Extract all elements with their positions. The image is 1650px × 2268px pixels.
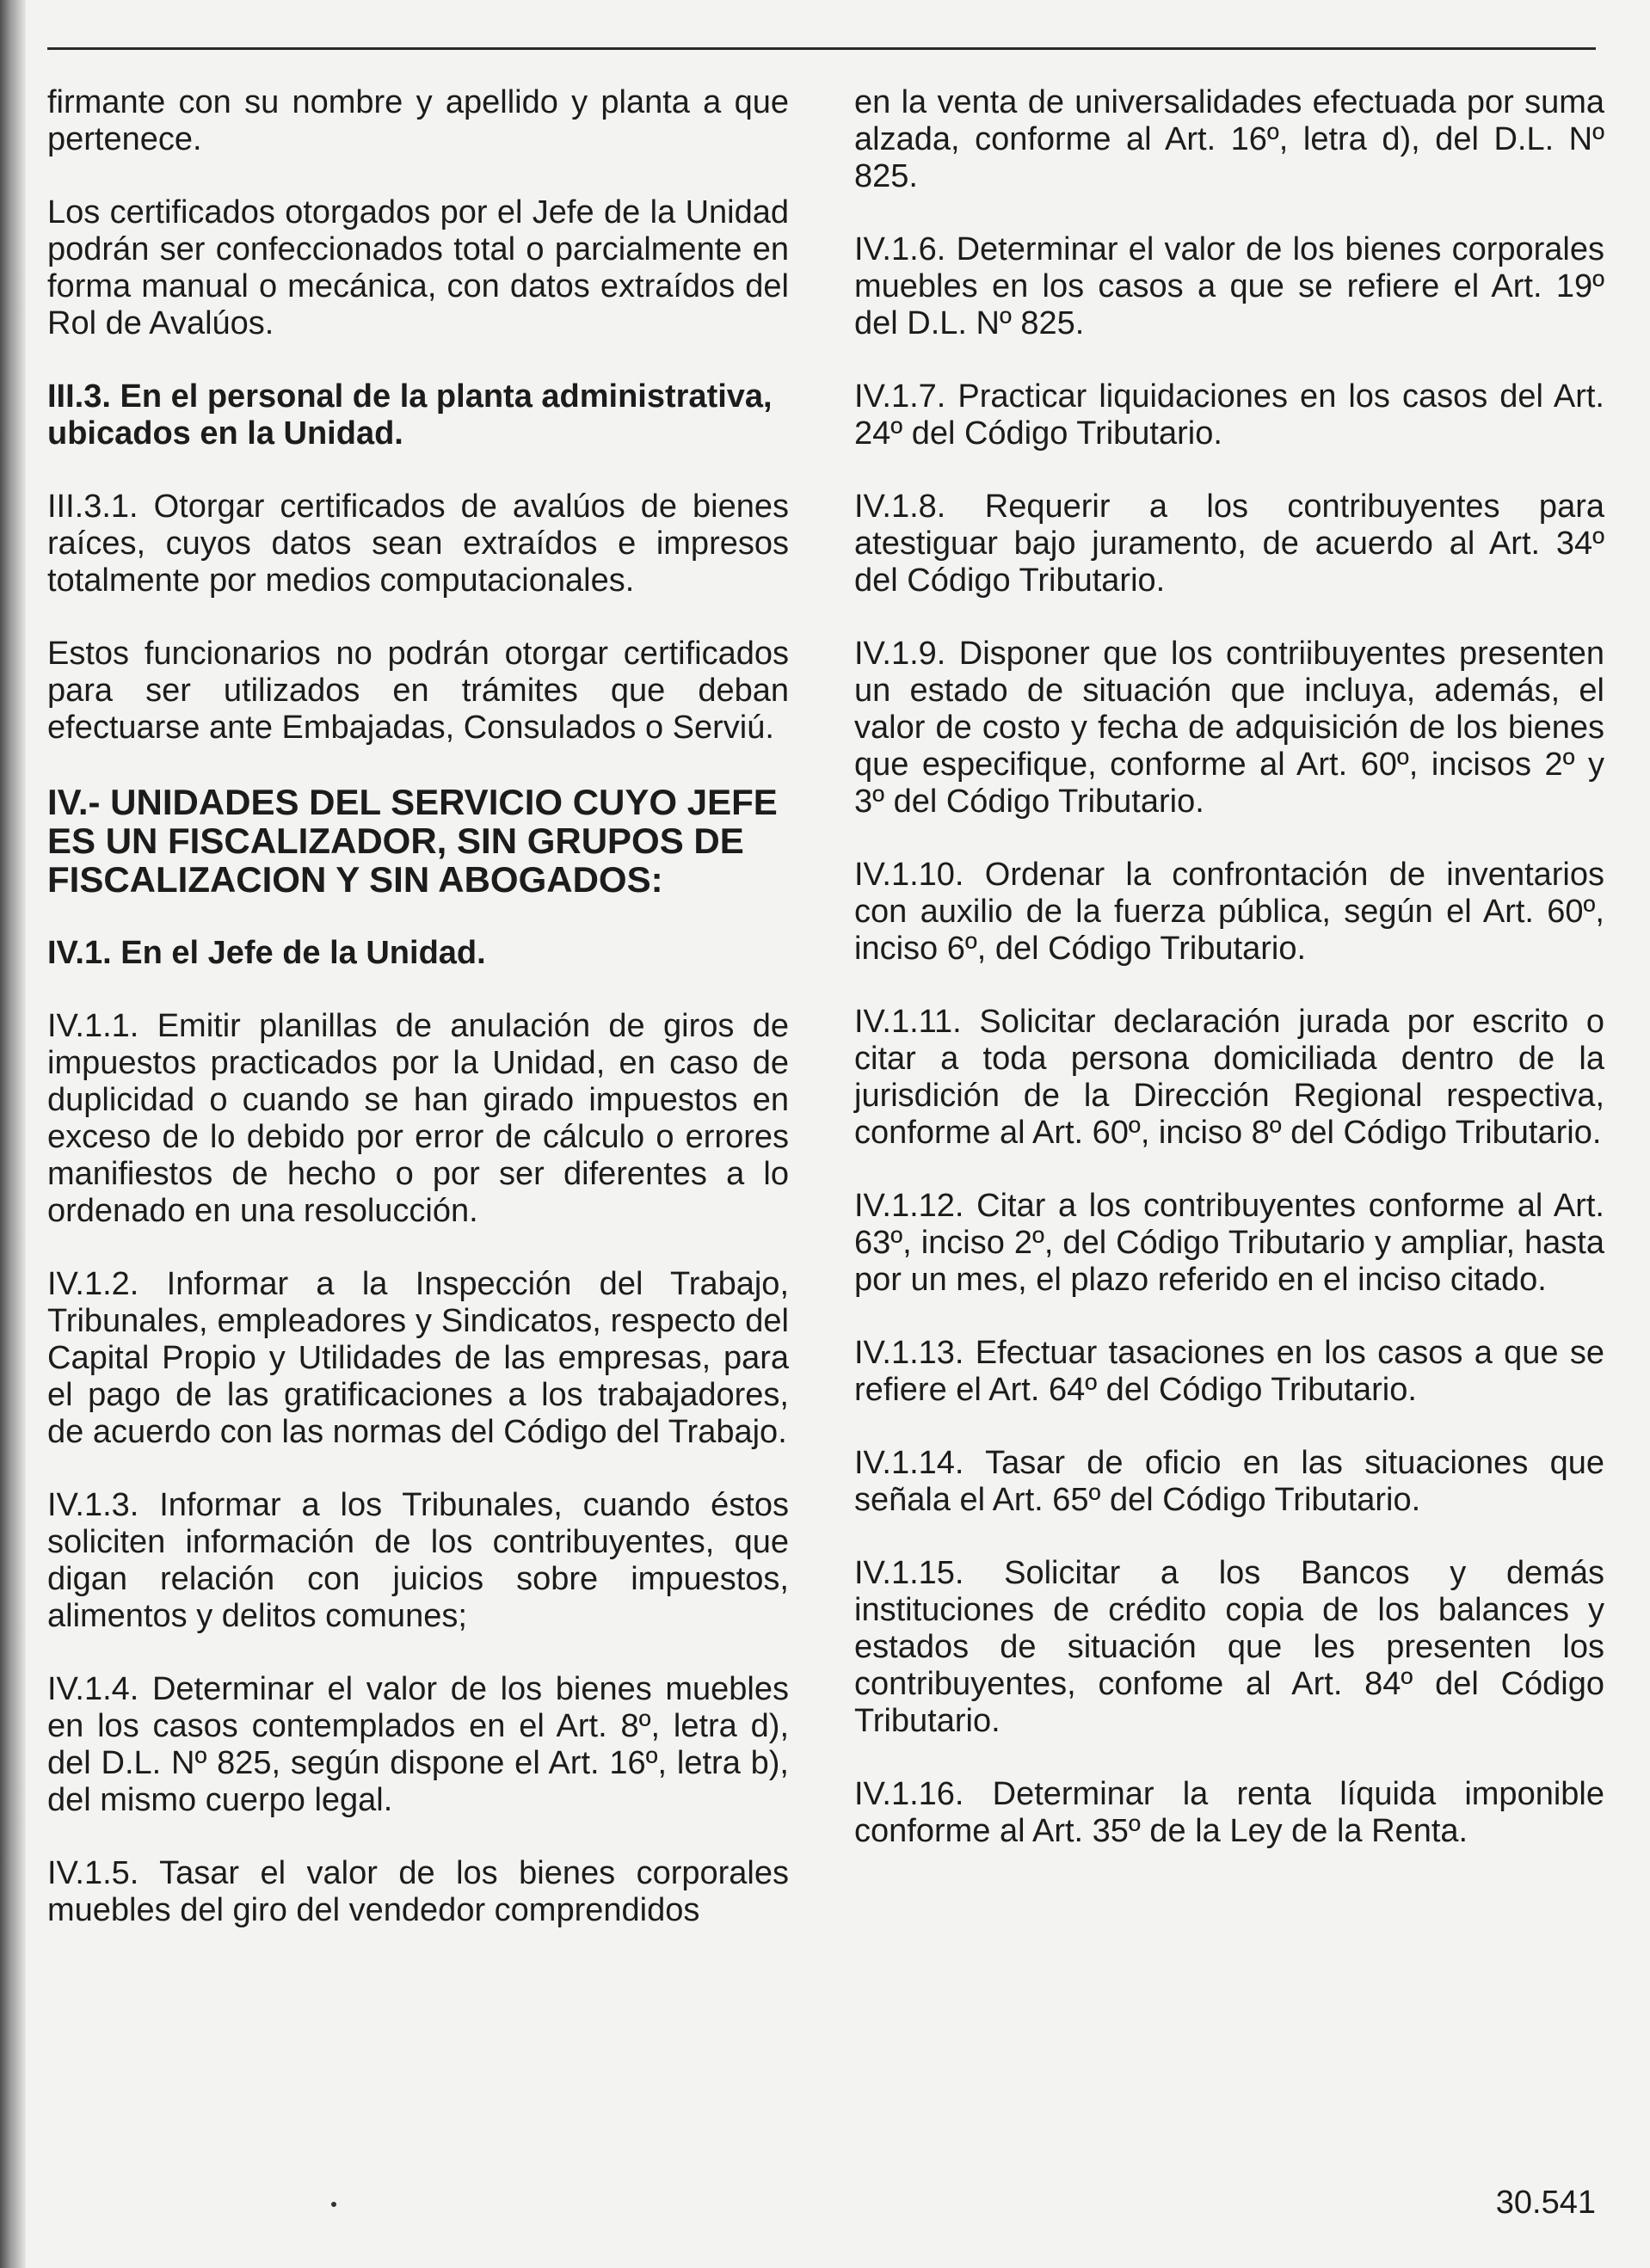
chapter-heading: IV.- UNIDADES DEL SERVICIO CUYO JEFE ES UN FISCALIZADOR, SIN GRUPOS DE FISCALIZACION Y SIN ABOGADOS: [47,782,778,900]
left-column [47,84,789,1965]
paragraph: en la venta de universalidades efectuada por suma alzada, conforme al Art. 16º, letra d), del D.L. Nº 825. [854,84,1604,194]
paragraph: IV.1.9. Disponer que los contriibuyentes presenten un estado de situación que incluya, además, el valor de costo y fecha de adquisición de los bienes que especifique, conforme al Art. 60º, incisos 2º y 3º del Código Tributario. [854,636,1604,820]
binding-shadow [0,0,26,2268]
paragraph: IV.1.14. Tasar de oficio en las situaciones que señala el Art. 65º del Código Tributario. [854,1445,1604,1518]
paragraph: IV.1.10. Ordenar la confrontación de inventarios con auxilio de la fuerza pública, según el Art. 60º, inciso 6º, del Código Tributario. [854,857,1604,967]
page-number: 30.541 [1495,2185,1596,2221]
paragraph: Estos funcionarios no podrán otorgar certificados para ser utilizados en trámites que deban efectuarse ante Embajadas, Consulados o Serviú. [47,636,789,746]
section-heading: III.3. En el personal de la planta administrativa, ubicados en la Unidad. [47,378,773,452]
paragraph: IV.1.5. Tasar el valor de los bienes corporales muebles del giro del vendedor comprendidos [47,1855,789,1928]
paragraph: IV.1.6. Determinar el valor de los bienes corporales muebles en los casos a que se refiere el Art. 19º del D.L. Nº 825. [854,231,1604,341]
print-mark [331,2202,336,2207]
top-rule [47,47,1596,50]
paragraph: III.3.1. Otorgar certificados de avalúos de bienes raíces, cuyos datos sean extraídos e impresos totalmente por medios computacionales. [47,489,789,599]
paragraph: Los certificados otorgados por el Jefe de la Unidad podrán ser confeccionados total o parcialmente en forma manual o mecánica, con datos extraídos del Rol de Avalúos. [47,194,789,341]
right-column [854,84,1604,1886]
paragraph: IV.1.1. Emitir planillas de anulación de giros de impuestos practicados por la Unidad, en caso de duplicidad o cuando se han girado impuestos en exceso de lo debido por error de cálculo o errores manifiestos de hecho o por ser diferentes a lo ordenado en una resolucción. [47,1008,789,1229]
paragraph: IV.1.12. Citar a los contribuyentes conforme al Art. 63º, inciso 2º, del Código Tributario y ampliar, hasta por un mes, el plazo referido en el inciso citado. [854,1188,1604,1298]
paragraph: IV.1.7. Practicar liquidaciones en los casos del Art. 24º del Código Tributario. [854,378,1604,452]
paragraph: IV.1.4. Determinar el valor de los bienes muebles en los casos contemplados en el Art. 8º, letra d), del D.L. Nº 825, según dispone el Art. 16º, letra b), del mismo cuerpo legal. [47,1671,789,1818]
paragraph: IV.1.11. Solicitar declaración jurada por escrito o citar a toda persona domiciliada dentro de la jurisdición de la Dirección Regional respectiva, conforme al Art. 60º, inciso 8º del Código Tributario. [854,1004,1604,1151]
paragraph: IV.1.15. Solicitar a los Bancos y demás instituciones de crédito copia de los balances y estados de situación que les presenten los contribuyentes, confome al Art. 84º del Código Tributario. [854,1555,1604,1739]
paragraph: IV.1.3. Informar a los Tribunales, cuando éstos soliciten información de los contribuyentes, que digan relación con juicios sobre impuestos, alimentos y delitos comunes; [47,1487,789,1634]
section-heading: IV.1. En el Jefe de la Unidad. [47,935,486,971]
paragraph: IV.1.2. Informar a la Inspección del Trabajo, Tribunales, empleadores y Sindicatos, respecto del Capital Propio y Utilidades de las empresas, para el pago de las gratificaciones a los trabajadores, de acuerdo con las normas del Código del Trabajo. [47,1266,789,1450]
paragraph: IV.1.13. Efectuar tasaciones en los casos a que se refiere el Art. 64º del Código Tributario. [854,1335,1604,1408]
paragraph: IV.1.8. Requerir a los contribuyentes para atestiguar bajo juramento, de acuerdo al Art. 34º del Código Tributario. [854,489,1604,599]
paragraph: IV.1.16. Determinar la renta líquida imponible conforme al Art. 35º de la Ley de la Renta. [854,1776,1604,1849]
paragraph: firmante con su nombre y apellido y planta a que pertenece. [47,84,789,157]
